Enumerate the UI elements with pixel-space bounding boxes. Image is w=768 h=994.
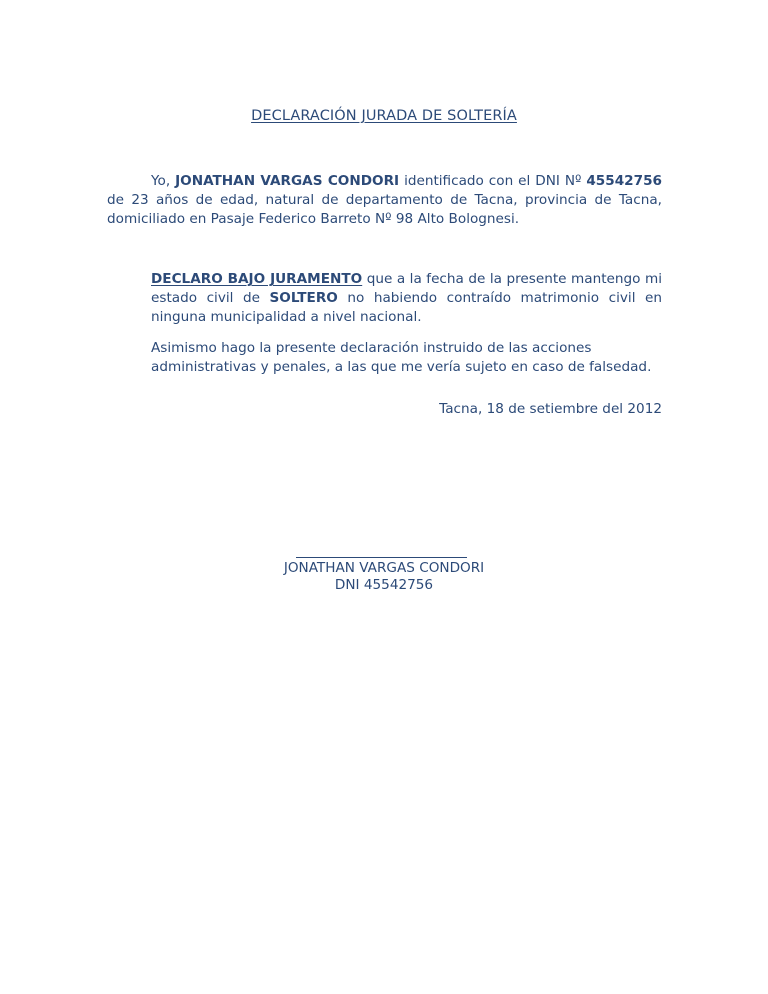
asimismo-paragraph [151,339,662,377]
declaration-estado: estado civil de [151,289,270,306]
intro-yo: Yo, [151,173,176,189]
intro-identified: identificado con el DNI Nº [399,173,587,189]
intro-line-2: de 23 años de edad, natural de departamento de Tacna, provincia de Tacna, [107,191,662,208]
intro-paragraph [107,172,662,228]
intro-line-1 [107,172,662,191]
declaration-line-1 [151,270,662,289]
declarant-name: JONATHAN VARGAS CONDORI [175,173,400,189]
declarant-dni: 45542756 [586,173,663,189]
asimismo-line-1: Asimismo hago la presente declaración instruido de las acciones [151,340,592,356]
declaration-rest-2: no habiendo contraído matrimonio civil en [337,289,662,306]
declaration-line-3: ninguna municipalidad a nivel nacional. [151,308,422,325]
declaration-line-2 [151,289,662,308]
declaro-bajo-juramento: DECLARO BAJO JURAMENTO [151,271,363,287]
signature-line [296,557,467,558]
asimismo-line-2: administrativas y penales, a las que me vería sujeto en caso de falsedad. [151,358,652,375]
declaration-paragraph [151,270,662,326]
civil-status: SOLTERO [269,289,338,306]
declaration-rest-1: que a la fecha de la presente mantengo mi [362,271,662,287]
signature-name: JONATHAN VARGAS CONDORI [283,560,485,576]
intro-line-3: domiciliado en Pasaje Federico Barreto Nº 98 Alto Bolognesi. [107,210,520,227]
document-title: DECLARACIÓN JURADA DE SOLTERÍA [251,108,517,124]
place-date: Tacna, 18 de setiembre del 2012 [439,401,662,417]
signature-dni: DNI 45542756 [334,577,434,593]
